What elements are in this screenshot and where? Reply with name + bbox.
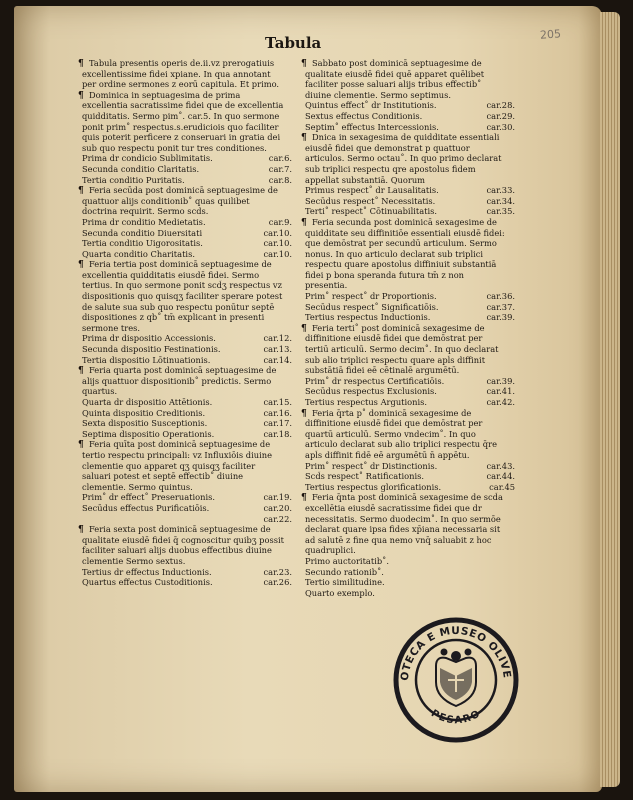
paragraph-line: quadruplici.: [305, 545, 356, 556]
pilcrow-icon: ¶: [78, 440, 84, 450]
entry-folio-ref: car.39.: [486, 312, 515, 323]
paragraph-line: sub triplici respectu qre apostolus fidem: [305, 163, 476, 174]
entry-folio-ref: car.20.: [263, 502, 292, 513]
entry-folio-ref: car.10.: [263, 238, 292, 249]
paragraph-line: de salute sua sub quo respectu ponūtur septē: [82, 301, 275, 312]
entry-folio-ref: car.41.: [486, 386, 515, 397]
pilcrow-icon: ¶: [301, 59, 307, 69]
paragraph-line: clementie Sermo sextus.: [82, 555, 186, 566]
table-entry: [301, 111, 515, 122]
pilcrow-icon: ¶: [301, 323, 307, 334]
entry-title: Quarta dr dispositio Attētionis.: [82, 397, 213, 407]
page-edges: [600, 12, 620, 787]
entry-title: Secūdus respectus Exclusionis.: [305, 386, 437, 397]
entry-folio-ref: car.36.: [486, 291, 515, 302]
table-entry: [301, 100, 515, 111]
pilcrow-icon: ¶: [78, 90, 84, 101]
paragraph-line: quis poterit perficere z conseruari in gratia dei: [82, 132, 281, 143]
paragraph-line: declarat quare ipsa fides xp̄iana necessaria sit: [305, 524, 501, 535]
stamp-seal: [392, 616, 520, 744]
paragraph-line: quattuor alijs conditionib˚ quas quilibet: [82, 195, 250, 206]
paragraph-line: clementie. Sermo quintus.: [82, 481, 193, 492]
entry-title: Prima dr condicio Sublimitatis.: [82, 153, 213, 164]
paragraph-line: faciliter saluari alijs duobus effectibus diuine: [82, 545, 272, 556]
entry-folio-ref: car.7.: [268, 163, 292, 174]
entry-title: Secūdus respect˚ Necessitatis.: [305, 195, 436, 206]
pilcrow-icon: ¶: [78, 366, 84, 376]
entry-title: Secunda dispositio Festinationis.: [82, 344, 221, 355]
table-entry: [301, 482, 515, 493]
stamp-ring-text: OTECA E MUSEO OLIVE: [398, 624, 513, 682]
table-entry: [78, 333, 292, 344]
paragraph-line: ¶ Feria quarta post dominicā septuagesime de: [78, 365, 277, 376]
entry-folio-ref: car.19.: [263, 492, 292, 503]
entry-title: Quarta conditio Charitatis.: [82, 248, 195, 259]
paragraph-line: apl̄s diffinit fidē eē argumētū n̄ appētu.: [305, 449, 470, 460]
paragraph-line: respectu quare apostolus diffiniuit substantiā: [305, 259, 497, 270]
paragraph-line: eiusdē fidei que demonstrat p quattuor: [305, 142, 470, 153]
table-entry: [301, 471, 515, 482]
entry-folio-ref: car.39.: [486, 375, 515, 386]
entry-folio-ref: car.9.: [268, 216, 292, 227]
table-entry: [78, 397, 292, 408]
plain-line: Quarto exemplo.: [305, 587, 375, 598]
table-entry: [78, 567, 292, 578]
plain-line: Secundo rationib˚.: [305, 566, 384, 577]
pilcrow-icon: ¶: [78, 59, 84, 69]
table-paragraph: [78, 90, 292, 154]
table-entry: [301, 122, 515, 133]
stamp-bottom-text: PESARO: [428, 708, 484, 727]
paragraph-line: ¶ Dominica in septuagesima de prima: [78, 89, 241, 101]
table-paragraph: [301, 217, 515, 291]
paragraph-line: per ordine sermones z eorū capitula. Et primo.: [82, 79, 280, 90]
entry-folio-ref: car.15.: [263, 397, 292, 407]
table-paragraph: [301, 58, 515, 100]
table-entry: [78, 577, 292, 588]
entry-title: Terti˚ respect˚ Cōtinuabilitatis.: [305, 206, 438, 217]
paragraph-line: qualitate eiusdē fidei q̄ cognoscitur quibʒ possit: [82, 534, 284, 545]
entry-folio-ref: car.6.: [268, 153, 292, 164]
table-paragraph: [78, 58, 292, 90]
paragraph-line: necessitatis. Sermo duodecim˚. In quo sermōe: [305, 513, 501, 524]
entry-folio-ref: car.14.: [263, 354, 292, 365]
paragraph-line: tertio respectu principali: vz Influxiōis diuine: [82, 449, 273, 460]
table-entry: [78, 153, 292, 164]
entry-title: Quintus effect˚ dr Institutionis.: [305, 100, 437, 111]
table-paragraph: [78, 524, 292, 566]
paragraph-line: faciliter posse saluari alijs tribus effectib˚: [305, 79, 482, 90]
pilcrow-icon: ¶: [78, 186, 84, 196]
entry-folio-ref: car.23.: [263, 566, 292, 577]
entry-title: Prim˚ dr respectus Certificatiōis.: [305, 375, 445, 386]
paragraph-line: ¶ Dnica in sexagesima de quidditate essentiali: [301, 132, 500, 143]
entry-folio-ref: car.8.: [268, 174, 292, 185]
entry-folio-ref: car.17.: [263, 418, 292, 429]
entry-folio-ref: car.18.: [263, 428, 292, 439]
entry-title: Prim˚ dr effect˚ Preseruationis.: [82, 492, 216, 503]
paragraph-line: quartus.: [82, 386, 118, 397]
paragraph-line: saluari potest et septē effectib˚ diuine: [82, 471, 244, 482]
paragraph-line: excellētia eiusdē sacratissime fidei que dr: [305, 502, 482, 513]
table-entry: [301, 386, 515, 397]
paragraph-line: ¶ Feria secūda post dominicā septuagesime de: [78, 185, 278, 196]
entry-folio-ref: car.33.: [486, 185, 515, 196]
entry-title: Secūdus effectus Purificatiōis.: [82, 502, 210, 513]
page-heading: Tabula: [265, 34, 322, 52]
paragraph-line: ¶ Feria terti˚ post dominicā sexagesime de: [301, 322, 485, 334]
plain-line: Primo auctoritatib˚.: [305, 555, 389, 566]
folio-number: 205: [539, 27, 562, 42]
paragraph-line: sermone tres.: [82, 322, 140, 333]
entry-folio-ref: car.10.: [263, 248, 292, 259]
entry-title: Tertia dispositio Lōtinuationis.: [82, 354, 211, 365]
table-entry: [301, 196, 515, 207]
table-paragraph: [301, 132, 515, 185]
plain-line: Tertio similitudine.: [305, 577, 385, 588]
entry-folio-ref: car.22.: [263, 513, 292, 524]
paragraph-line: clementie quo apparet qʒ quisqʒ faciliter: [82, 460, 256, 471]
entry-title: Prim˚ respect˚ dr Distinctionis.: [305, 460, 438, 471]
paragraph-line: ¶ Tabula presentis operis de.ii.vz prerogatiuis: [78, 58, 275, 69]
paragraph-line: excellentia quidditatis eiusdē fidei. Sermo: [82, 269, 260, 280]
paragraph-line: quidditatis. Sermo pim˚. car.5. In quo sermone: [82, 110, 280, 121]
table-entry: [78, 217, 292, 228]
table-paragraph: [78, 185, 292, 217]
entry-title: Sexta dispositio Susceptionis.: [82, 418, 208, 429]
table-entry: [301, 397, 515, 408]
table-paragraph: [301, 408, 515, 461]
paragraph-line: ad salutē z fine qua nemo vnq̄ saluabit z hoc: [305, 534, 492, 545]
paragraph-line: ¶ Feria tertia post dominicā septuagesime de: [78, 259, 272, 270]
paragraph-line: articulos. Sermo octau˚. In quo primo declarat: [305, 153, 502, 164]
table-entry: [301, 185, 515, 196]
pilcrow-icon: ¶: [301, 493, 307, 503]
entry-folio-ref: car.13.: [263, 344, 292, 355]
left-column: [78, 58, 292, 588]
paragraph-line: dispositionis quo quisqʒ faciliter sperare potest: [82, 291, 283, 302]
paragraph-line: ¶ Feria q̄rta p˚ dominicā sexagesime de: [301, 407, 472, 419]
entry-title: Tertia conditio Puritatis.: [82, 174, 185, 185]
table-entry: [301, 291, 515, 302]
paragraph-line: fidei p bona speranda futura tm̄ z non: [305, 269, 465, 280]
table-entry: [78, 514, 292, 525]
pilcrow-icon: ¶: [301, 133, 307, 143]
paragraph-line: excellentia sacratissime fidei que de excellentia: [82, 100, 284, 111]
table-entry: [78, 408, 292, 419]
paragraph-line: ¶ Sabbato post dominicā septuagesime de: [301, 58, 482, 69]
entry-folio-ref: car.42.: [486, 397, 515, 407]
entry-title: Prima dr dispositio Accessionis.: [82, 333, 216, 344]
paragraph-line: substātiā fidei eē cētinalē argumētū.: [305, 365, 460, 376]
table-paragraph: [301, 323, 515, 376]
entry-title: Tertius respectus Argutionis.: [305, 397, 428, 407]
paragraph-line: excellentissime fidei xpiane. In qua annotant: [82, 68, 271, 79]
paragraph-line: articulo declarat sub alio triplici respectu q̄re: [305, 439, 497, 450]
table-entry: [78, 164, 292, 175]
paragraph-line: dispositiones z qb˚ tm̄ explicant in presenti: [82, 312, 265, 323]
paragraph-line: nonus. In quo articulo declarat sub triplici: [305, 248, 484, 259]
paragraph-line: tertius. In quo sermone ponit scd̄ʒ respectus vz: [82, 280, 282, 291]
entry-title: Tertia conditio Uigorositatis.: [82, 238, 203, 249]
entry-folio-ref: car.44.: [486, 471, 515, 482]
table-entry: [78, 355, 292, 366]
table-entry: [301, 206, 515, 217]
pilcrow-icon: ¶: [78, 525, 84, 535]
table-entry: [301, 461, 515, 472]
paragraph-line: alijs quattuor dispositionib˚ predictis. Sermo: [82, 375, 272, 386]
entry-folio-ref: car.29.: [486, 110, 515, 121]
paragraph-line: sub alio triplici respectu quare apl̄s diffinit: [305, 354, 486, 365]
table-entry: [78, 249, 292, 260]
table-entry: [78, 175, 292, 186]
entry-title: Quartus effectus Custoditionis.: [82, 577, 213, 588]
paragraph-line: diuine clementie. Sermo septimus.: [305, 89, 451, 100]
right-column: [301, 58, 515, 598]
paragraph-line: ¶ Feria secunda post dominicā sexagesime de: [301, 216, 497, 228]
table-entry: [78, 228, 292, 239]
entry-folio-ref: car.28.: [486, 100, 515, 111]
table-entry: [78, 418, 292, 429]
entry-folio-ref: car.16.: [263, 407, 292, 418]
entry-title: Primus respect˚ dr Lausalitatis.: [305, 185, 439, 196]
paragraph-line: appellat substantiā. Quorum: [305, 174, 426, 185]
table-entry: [301, 302, 515, 313]
entry-title: Secūdus respect˚ Significatiōis.: [305, 301, 439, 312]
paragraph-line: tertiū articulū. Sermo decim˚. In quo declarat: [305, 344, 499, 355]
entry-title: Septima dispositio Operationis.: [82, 428, 215, 439]
entry-title: Tertius respectus Inductionis.: [305, 312, 431, 323]
table-entry: [301, 376, 515, 387]
entry-title: Scd̄s respect˚ Ratificationis.: [305, 471, 425, 482]
entry-title: Prima dr conditio Medietatis.: [82, 216, 206, 227]
paragraph-line: sub quo respectu ponit tur tres conditiones.: [82, 142, 267, 153]
paragraph-line: que demōstrat per secundū articulum. Sermo: [305, 238, 497, 249]
entry-folio-ref: car.34.: [486, 195, 515, 206]
table-entry: [301, 312, 515, 323]
paragraph-line: qualitate eiusdē fidei quē apparet quēlibet: [305, 68, 485, 79]
pilcrow-icon: ¶: [78, 260, 84, 270]
table-entry: [78, 344, 292, 355]
table-entry: [78, 492, 292, 503]
paragraph-line: quidditate seu diffinitiōe essentiali eiusdē fidei:: [305, 227, 505, 238]
entry-title: Secunda conditio Diuersitati: [82, 227, 203, 238]
paragraph-line: ¶ Feria quīta post dominicā septuagesime de: [78, 439, 271, 450]
entry-title: Tertius dr effectus Inductionis.: [82, 566, 212, 577]
entry-folio-ref: car.10.: [263, 227, 292, 238]
pilcrow-icon: ¶: [301, 217, 307, 228]
entry-title: Sextus effectus Conditionis.: [305, 110, 423, 121]
entry-title: Quinta dispositio Creditionis.: [82, 407, 206, 418]
paragraph-line: ¶ Feria q̄nta post dominicā sexagesime de scd̄a: [301, 492, 503, 503]
table-paragraph: [78, 439, 292, 492]
paragraph-line: presentia.: [305, 280, 348, 291]
entry-folio-ref: car.30.: [486, 121, 515, 132]
entry-title: Tertius respectus glorificationis.: [305, 481, 442, 492]
paragraph-line: quartū articulū. Sermo vndecim˚. In quo: [305, 428, 476, 439]
entry-folio-ref: car.35.: [486, 206, 515, 217]
paragraph-line: doctrina requirit. Sermo scds.: [82, 206, 209, 217]
table-paragraph: [301, 492, 515, 556]
table-paragraph: [78, 259, 292, 333]
table-paragraph: [78, 365, 292, 397]
paragraph-line: diffinitione eiusdē fidei que demōstrat per: [305, 418, 483, 429]
pilcrow-icon: ¶: [301, 408, 307, 419]
entry-folio-ref: car.45: [489, 481, 515, 492]
entry-folio-ref: car.26.: [263, 577, 292, 588]
paragraph-line: diffinitione eiusdē fidei que demōstrat per: [305, 333, 483, 344]
table-entry: [78, 429, 292, 440]
paragraph-line: ¶ Feria sexta post dominicā septuagesime de: [78, 524, 271, 535]
entry-folio-ref: car.43.: [486, 460, 515, 471]
entry-title: Prim˚ respect˚ dr Proportionis.: [305, 291, 437, 302]
library-stamp: [392, 616, 520, 744]
table-entry: [78, 503, 292, 514]
paragraph-line: ponit prim˚ respectus.s.erudiciois quo faciliter: [82, 121, 279, 132]
entry-folio-ref: car.12.: [263, 333, 292, 344]
coat-of-arms-icon: [436, 649, 476, 707]
entry-title: Secunda conditio Claritatis.: [82, 163, 200, 174]
table-entry: [78, 238, 292, 249]
entry-folio-ref: car.37.: [486, 301, 515, 312]
entry-title: Septim˚ effectus Intercessionis.: [305, 121, 439, 132]
